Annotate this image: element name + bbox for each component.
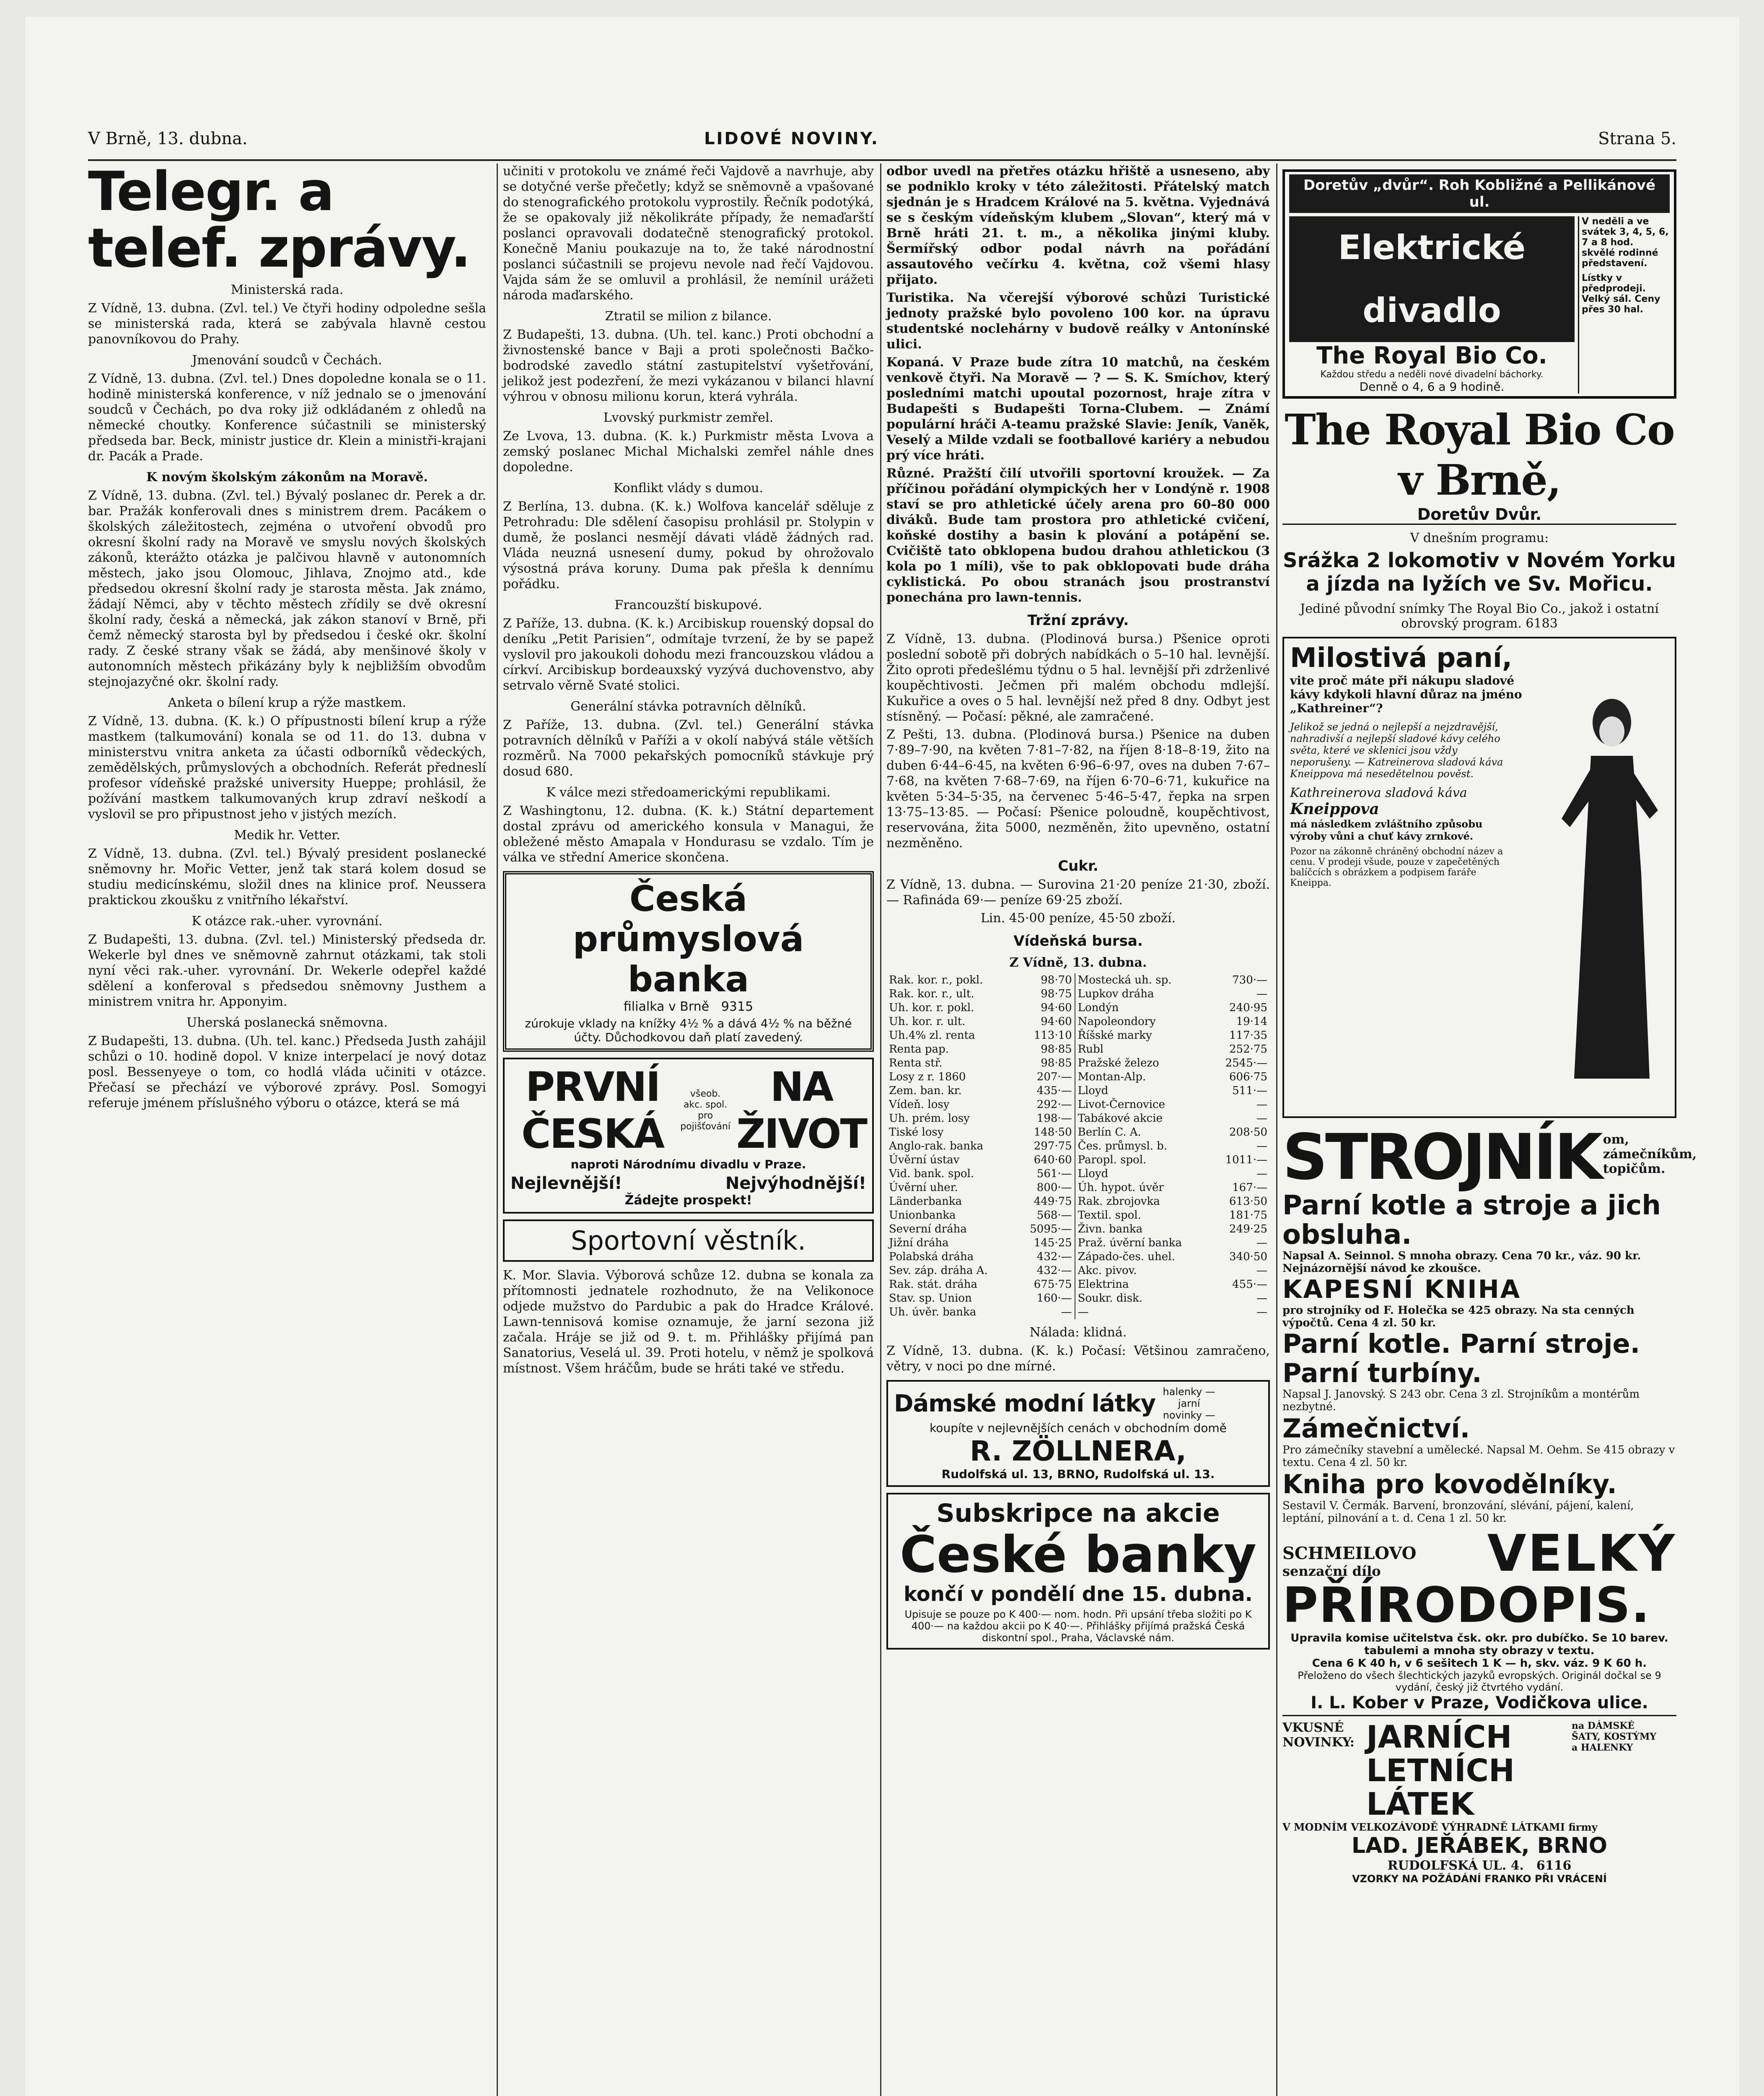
bank-branch: filialka v Brně — [623, 999, 710, 1014]
locksmith-note: Pro zámečníky stavební a umělecké. Napsal M. Oehm. Se 415 obrazy v textu. Cena 4 zl. 50 kr. — [1282, 1444, 1675, 1469]
column-rule — [880, 163, 881, 2096]
article-text: Z Vídně, 13. dubna. (Zvl. tel.) Dnes dopoledne konala se o 11. hodině ministerská konference, v níž jednalo se o jmenování soudců v Čechách, po dva roky již odkládaném z ohledů na německé choutky. Konference súčastnili se ministerský předseda bar. Beck, ministr justice dr. Klein a ministři-krajani dr. Pacák a Prade. — [88, 371, 486, 464]
spring-fabrics-title: JARNÍCH LETNÍCH LÁTEK — [1366, 1719, 1515, 1822]
security-price: — — [1256, 1237, 1267, 1249]
article-text: Z Paříže, 13. dubna. (K. k.) Arcibiskup rouenský dopsal do deníku „Petit Parisien“, odmítaje tvrzení, že by se papež vyslovil pro jakoukoli dohodu mezi francouzskou vládou a církví. Arcibiskup bordeauxský vyzývá duchovenstvo, aby setrvalo věrně Svaté stolici. — [503, 616, 874, 693]
security-price: 198·— — [1036, 1112, 1072, 1125]
security-name: Západo-čes. uhel. — [1075, 1250, 1211, 1264]
sport-text: K. Mor. Slavia. Výborová schůze 12. dubna se konala za přítomnosti jednatele rozhodnuto, že na Velikonoce odjede mužstvo do Pardubic a pak do Hradce Králové. Lawn-tennisová komise oznamuje, že jarní sezona již začala. Hráje se již od 9. t. m. Přihlášky přijímá pan Sanatorius, Veselá ul. 39. Proti hotelu, v němž je spolková místnost. Všem hráčům, bude se hráti také ve středu. — [503, 1268, 874, 1376]
cinema-note: Každou středu a neděli nové divadelní báchorky. — [1320, 369, 1544, 380]
column-rule — [497, 163, 498, 2096]
security-price: — — [1256, 1167, 1267, 1180]
velky-title: VELKÝ — [1487, 1525, 1676, 1583]
article-heading: Uherská poslanecká sněmovna. — [187, 1015, 388, 1030]
security-price: 145·25 — [1034, 1237, 1072, 1249]
table-row — [886, 1015, 1270, 1029]
tourism-text: Turistika. Na včerejší výborové schůzi Turistické jednoty pražské bylo povoleno 100 kor. na úpravu studentské noclehárny v budově reálky v Antonínské ulici. — [886, 291, 1270, 352]
insurance-title: PRVNÍ ČESKÁ — [521, 1064, 664, 1157]
kathreiner-box: Jelikož se jedná o nejlepší a nejzdravější, nahradivší a nejlepší sladové kávy celého světa, které ve sklenici jsou vždy neporušeny. — Katreinerova sladová káva Kneippova má nesedětelnou pověst. — [1290, 721, 1503, 780]
article-text: učiniti v protokolu ve známé řeči Vajdově a navrhuje, aby se dotyčné verše přečetly; když se sněmovně a vpašované do stenografického protokolu vyprostily. Řečník podotýká, že se opakovaly již několikráte případy, že nemaďarští poslanci opravovali dodatečně stenografický protokol. Konečně Maniu poukazuje na to, že také národnostní poslanci súčastnili se projevu nevole nad řečí Vajdovou. Vajda sám že se omluvil a prohlásil, že nemínil urážeti národa maďarského. — [503, 164, 874, 303]
security-price: 800·— — [1036, 1181, 1072, 1194]
security-name: Uh.4% zl. renta — [889, 1029, 975, 1042]
security-price: — — [1256, 1112, 1267, 1125]
article-text: Z Vídně, 13. dubna. (K. k.) O přípustnosti bílení krup a rýže mastkem (talkumování) konala se od 11. do 13. dubna v ministerstvu vnitra anketa za účasti odborníků vědeckých, zemědělských, průmyslových a obchodních. Referát předneslí profesor vídeňské pražské university Hueppe; prohlásil, že požívání mastkem talkumovaných krup zdraví neškodí a vyslovil se pro připustnost jeho v jistých mezích. — [88, 714, 486, 822]
article-heading: Generální stávka potravních dělníků. — [570, 699, 806, 714]
article-text: Z Budapešti, 13. dubna. (Uh. tel. kanc.) Předseda Justh zahájil schůzi o 10. hodině dopol. V knize interpelací je nový dotaz posl. Bessenyeye o tom, co hodlá vláda učiniti v otázce. Přečasí se přechází ve výborové zprávy. Posl. Somogyi referuje jménem příslušného výboru o otázce, která se má — [88, 1034, 486, 1110]
spring-fabrics-line: V MODNÍM VELKOZÁVODĚ VÝHRADNĚ LÁTKAMI firmy — [1282, 1821, 1598, 1833]
header-title: LIDOVÉ NOVINY. — [704, 129, 879, 148]
security-name: Vid. bank. spol. — [889, 1167, 974, 1180]
security-price: 98·70 — [1041, 974, 1072, 986]
security-price: 160·— — [1036, 1292, 1072, 1305]
sensational-label: senzační dílo — [1282, 1563, 1381, 1579]
security-name: Elektrina — [1075, 1278, 1211, 1292]
security-name: Rak. kor. r., pokl. — [889, 974, 983, 986]
security-name: Uh. kor. r. pokl. — [889, 1001, 974, 1014]
security-price: 432·— — [1036, 1264, 1072, 1277]
security-price: — — [1061, 1306, 1072, 1318]
subscription-bank: České banky — [900, 1526, 1256, 1584]
security-price: 98·85 — [1041, 1057, 1072, 1069]
article-heading: K novým školským zákonům na Moravě. — [146, 470, 428, 485]
kathreiner-advertisement — [1282, 637, 1676, 1118]
sugar-text: Lin. 45·00 peníze, 45·50 zboží. — [980, 911, 1176, 926]
security-name: Napoleondory — [1075, 1015, 1211, 1029]
fabric-address: Rudolfská ul. 13, BRNO, Rudolfská ul. 13. — [941, 1467, 1215, 1481]
table-row — [886, 987, 1270, 1001]
article-heading: Anketa o bílení krup a rýže mastkem. — [168, 695, 407, 710]
article-text: Z Berlína, 13. dubna. (K. k.) Wolfova kancelář sděluje z Petrohradu: Dle sdělení časopisu prohlásil pr. Stolypin v dumě, že poslanci nesmějí dávati vládě žádných rad. Vláda neuzná usnesení dumy, pokud by ohrožovalo výsostná práva koruny. Duma pak přešla k dennímu pořádku. — [503, 499, 874, 591]
security-name: Jižní dráha — [889, 1237, 949, 1249]
security-name: Akc. pivov. — [1075, 1264, 1211, 1278]
security-name: Livot-Černovice — [1075, 1098, 1211, 1112]
subscription-deadline: končí v pondělí dne 15. dubna. — [904, 1582, 1253, 1606]
security-price: 730·— — [1232, 974, 1267, 986]
table-row — [886, 1029, 1270, 1043]
spring-fabrics-advertisement — [1282, 1720, 1676, 1885]
security-name: Rak. kor. r., ult. — [889, 988, 974, 1000]
security-name: Uh. kor. r. ult. — [889, 1015, 966, 1028]
bank-name: Česká průmyslová banka — [572, 878, 804, 1000]
newspaper-page — [25, 17, 1739, 2096]
security-name: Rak. zbrojovka — [1075, 1195, 1211, 1209]
royal-bio-title: The Royal Bio Co v Brně, — [1285, 405, 1674, 505]
security-name: Tabákové akcie — [1075, 1112, 1211, 1126]
security-name: Zem. ban. kr. — [889, 1084, 962, 1097]
security-name: Unionbanka — [889, 1209, 956, 1222]
column-2 — [503, 163, 874, 2096]
security-name: Říšské marky — [1075, 1029, 1211, 1043]
table-row — [886, 973, 1270, 987]
subscription-advertisement — [886, 1493, 1270, 1650]
table-row — [886, 1070, 1270, 1084]
security-name: Textil. spol. — [1075, 1209, 1211, 1222]
sugar-heading: Cukr. — [1058, 858, 1098, 874]
security-price: 449·75 — [1034, 1195, 1072, 1208]
bourse-date: Z Vídně, 13. dubna. — [1009, 955, 1147, 970]
security-name: Rak. stát. dráha — [889, 1278, 978, 1291]
strojnik-title: STROJNÍK — [1282, 1121, 1601, 1194]
bourse-table — [886, 973, 1270, 1319]
article-heading: K otázce rak.-uher. vyrovnání. — [192, 914, 383, 929]
spring-fabrics-number: 6116 — [1536, 1858, 1572, 1873]
header-date: V Brně, 13. dubna. — [88, 129, 248, 148]
article-heading: Konflikt vlády s dumou. — [613, 481, 764, 495]
column-3 — [886, 163, 1270, 2096]
article-text: Z Vídně, 13. dubna. (Zvl. tel.) Ve čtyři hodiny odpoledne sešla se ministerská rada, která se zabývala hlavně cestou panovníkovou do Prahy. — [88, 301, 486, 347]
security-name: Severní dráha — [889, 1223, 967, 1235]
security-name: Sev. záp. dráha A. — [889, 1264, 988, 1277]
security-price: 252·75 — [1229, 1043, 1267, 1056]
security-price: 207·— — [1036, 1071, 1072, 1083]
article-text: Z Paříže, 13. dubna. (Zvl. tel.) Generální stávka potravních dělníků v Paříži a v okolí nabývá stále větších rozměrů. Na 7000 pekařských pomocníků stávkuje prý dosud 680. — [503, 718, 874, 779]
fabric-shop-name: R. ZÖLLNERA, — [970, 1435, 1186, 1467]
turbines-note: Napsal J. Janovský. S 243 obr. Cena 3 zl. Strojníkům a montérům nezbytné. — [1282, 1388, 1640, 1413]
article-heading: Lvovský purkmistr zemřel. — [603, 410, 774, 425]
royal-bio-subtitle: Doretův Dvůr. — [1282, 505, 1676, 525]
security-price: 249·25 — [1229, 1223, 1267, 1235]
table-row — [886, 1084, 1270, 1098]
table-row — [886, 1278, 1270, 1292]
security-name: Uh. prém. losy — [889, 1112, 970, 1125]
security-name: Londýn — [1075, 1001, 1211, 1015]
bank-rates: zúrokuje vklady na knížky 4½ % a dává 4½ % na běžné účty. Důchodkovou daň platí zavedený. — [525, 1017, 852, 1044]
security-name: Lupkov dráha — [1075, 987, 1211, 1001]
article-text: Z Budapešti, 13. dubna. (Zvl. tel.) Ministerský předseda dr. Wekerle byl dnes ve sněmovně zahrnut otázkami, tak stoli nyní věci rak.-uher. vyrovnání. Dr. Wekerle odepřel každé sdělení a konferoval s předsedou sněmovny Justhem a ministrem vnitra hr. Apponyim. — [88, 932, 486, 1009]
security-name: Úh. hypot. úvěr — [1075, 1181, 1211, 1195]
article-heading: Ministerská rada. — [231, 283, 344, 297]
cinema-times: Denně o 4, 6 a 9 hodině. — [1359, 380, 1505, 394]
publisher-line: I. L. Kober v Praze, Vodičkova ulice. — [1282, 1693, 1676, 1716]
column-rule — [1276, 163, 1277, 2096]
security-name: Berlín C. A. — [1075, 1126, 1211, 1139]
kathreiner-claim: má následkem zvláštního způsobu výroby vůni a chuť kávy zrnkové. — [1290, 818, 1483, 842]
spring-fabrics-label: VKUSNÉ NOVINKY: — [1282, 1720, 1355, 1750]
royal-bio-note: Jediné původní snímky The Royal Bio Co., jakož i ostatní obrovský program. 6183 — [1300, 602, 1659, 631]
fabric-line: koupíte v nejlevnějších cenách v obchodním domě — [930, 1421, 1227, 1435]
insurance-side: všeob. akc. spol. pro pojišťování — [680, 1089, 730, 1132]
table-row — [886, 1139, 1270, 1153]
article-heading: Medik hr. Vetter. — [234, 828, 340, 843]
security-name: Lloyd — [1075, 1167, 1211, 1181]
article-text: Z Vídně, 13. dubna. (Zvl. tel.) Bývalý poslanec dr. Perek a dr. bar. Pražák konferovali dnes s ministrem drem. Pacákem o školských záležitostech, zejména o utvoření obvodů pro okresní školní rady na Moravě ve smyslu nových školských zákonů, kterážto otázka je palčivou hlavně v autonomních městech, jako jsou Olomouc, Jihlava, Znojmo atd., kde předsedou okresní školní rady je starosta města. Jak známo, žádají Němci, aby v těchto městech zřídily se dvě okresní školní rady, česká a německá, jak zákon stanoví v Brně, při čemž německý starosta byl by předsedou i české okr. školní rady. Z české strany však se žádá, aby menšinové školy v autonomních městech přikázány byly k nejbližším obvodům stejnojazyčné okr. školní rady. — [88, 488, 486, 689]
table-row — [886, 1126, 1270, 1139]
security-name: Paropl. spol. — [1075, 1153, 1211, 1167]
metalworkers-note: Sestavil V. Čermák. Barvení, bronzování, slévání, pájení, kalení, leptání, pilnování a t. d. Cena 1 zl. 50 kr. — [1282, 1499, 1634, 1525]
column-1 — [88, 163, 486, 2096]
security-price: 94·60 — [1041, 1015, 1072, 1028]
security-name: Stav. sp. Union — [889, 1292, 972, 1305]
security-price: 117·35 — [1229, 1029, 1267, 1042]
security-name: Länderbanka — [889, 1195, 962, 1208]
insurance-slogan-right: Nejvýhodnější! — [725, 1174, 866, 1193]
kathreiner-brand: Kathreinerova sladová káva — [1290, 786, 1467, 800]
security-price: 2545·— — [1225, 1057, 1267, 1069]
kathreiner-text: vite proč máte při nákupu sladové kávy kdykoli hlavní důraz na jméno „Kathreiner“? — [1290, 674, 1522, 715]
table-row — [886, 1305, 1270, 1319]
security-price: 1011·— — [1225, 1154, 1267, 1166]
royal-bio-feature: Srážka 2 lokomotiv v Novém Yorku a jízda na lyžích ve Sv. Mořicu. — [1283, 549, 1676, 596]
turbines-title: Parní kotle. Parní stroje. Parní turbíny. — [1282, 1328, 1640, 1388]
kathreiner-title: Milostivá paní, — [1290, 643, 1513, 674]
table-row — [886, 1209, 1270, 1222]
security-name: Lloyd — [1075, 1084, 1211, 1098]
header-page-number: Strana 5. — [1598, 129, 1676, 148]
insurance-address: naproti Národnímu divadlu v Praze. — [570, 1157, 806, 1171]
security-name: Živn. banka — [1075, 1222, 1211, 1236]
subscription-title: Subskripce na akcie — [936, 1499, 1220, 1528]
boilers-note: Napsal A. Seinnol. S mnoha obrazy. Cena 70 kr., váz. 90 kr. Nejnázornější návod ke zkoušce. — [1282, 1250, 1641, 1275]
market-text: Z Pešti, 13. dubna. (Plodinová bursa.) Pšenice na duben 7·89–7·90, na květen 7·81–7·82, na říjen 8·18–8·19, žito na duben 6·44–6·45, na květen 6·96–6·97, oves na duben 7·67–7·68, na květen 7·68–7·69, na říjen 6·70–6·71, kukuřice na květen 5·34–5·35, na červenec 5·46–5·47, řepka na srpen 13·75–13·85. — Počasí: Pšenice poloudně, koupěchtivost, reservována, žita 5000, nezměněn, žito upevněno, ostatní nezměněno. — [886, 727, 1270, 851]
security-price: 640·60 — [1034, 1154, 1072, 1166]
security-name: Pražské železo — [1075, 1056, 1211, 1070]
security-name: Vídeň. losy — [889, 1098, 950, 1111]
boilers-title: Parní kotle a stroje a jich obsluha. — [1282, 1190, 1661, 1250]
market-heading: Tržní zprávy. — [1027, 612, 1129, 629]
security-name: Polabská dráha — [889, 1250, 974, 1263]
security-price: — — [1256, 1140, 1267, 1152]
schmeil-label: SCHMEILOVO — [1282, 1543, 1417, 1563]
security-name: — — [1075, 1305, 1211, 1319]
table-row — [886, 1098, 1270, 1112]
bourse-footer: Nálada: klidná. — [1029, 1325, 1127, 1340]
article-text: Z Washingtonu, 12. dubna. (K. k.) Státní departement dostal zprávu od amerického konsula v Managui, že obležené město Amapala v Hondurasu se vzdalo. Tím je válka ve střední Americe skončena. — [503, 804, 874, 865]
weather-text: Z Vídně, 13. dubna. (K. k.) Počasí: Většinou zamračeno, větry, v noci po dne mírné. — [886, 1344, 1270, 1374]
article-text: Z Vídně, 13. dubna. (Zvl. tel.) Bývalý president poslanecké sněmovny hr. Mořic Vetter, jenž tak stará kolem dosud se studiu medicínskému, složil dnes na klinice prof. Neussera praktickou zkoušku z vnitřního lékařství. — [88, 846, 486, 908]
security-price: 181·75 — [1229, 1209, 1267, 1222]
security-price: 148·50 — [1034, 1126, 1072, 1139]
nature-book-price: Cena 6 K 40 h, v 6 sešitech 1 K — h, skv. váz. 9 K 60 h. — [1312, 1657, 1647, 1670]
bourse-heading: Vídeňská bursa. — [1013, 933, 1143, 949]
security-price: 94·60 — [1041, 1001, 1072, 1014]
security-name: Soukr. disk. — [1075, 1292, 1211, 1305]
table-row — [886, 1264, 1270, 1278]
insurance-advertisement — [503, 1058, 874, 1214]
security-name: Praž. úvěrní banka — [1075, 1236, 1211, 1250]
sport-heading-box: Sportovní věstník. — [503, 1219, 874, 1262]
security-name: Čes. průmysl. b. — [1075, 1139, 1211, 1153]
security-price: — — [1256, 1306, 1267, 1318]
royal-bio-program: V dnešním programu: — [1410, 531, 1549, 545]
security-name: Úvěrní ústav — [889, 1154, 960, 1166]
spring-fabrics-footer: VZORKY NA POŽÁDÁNÍ FRANKO PŘI VRÁCENÍ — [1352, 1873, 1607, 1885]
security-price: 568·— — [1036, 1209, 1072, 1222]
spring-fabrics-side: na DÁMSKÉ ŠATY, KOSTÝMY a HALENKY — [1572, 1720, 1657, 1753]
table-row — [886, 1250, 1270, 1264]
subscription-note: Upisuje se pouze po K 400·— nom. hodn. Při upsání třeba složiti po K 400·— na každou akcii po K 40·—. Přihlášky přijímá pražská Česká diskontní spol., Praha, Václavské nám. — [904, 1608, 1252, 1644]
insurance-footer: Žádejte prospekt! — [624, 1193, 752, 1208]
table-row — [886, 1292, 1270, 1305]
security-price: 98·75 — [1041, 988, 1072, 1000]
table-row — [886, 1043, 1270, 1056]
security-name: Uh. úvěr. banka — [889, 1306, 977, 1318]
security-price: — — [1256, 1292, 1267, 1305]
fabric-side: halenky — jarní novinky — — [1163, 1386, 1215, 1421]
article-heading: Jmenování soudců v Čechách. — [192, 353, 382, 368]
security-price: 297·75 — [1034, 1140, 1072, 1152]
kathreiner-brand-2: Kneippova — [1290, 800, 1379, 818]
article-text: Ze Lvova, 13. dubna. (K. k.) Purkmistr města Lvova a zemský poslanec Michal Michalski zemřel náhle dnes dopoledne. — [503, 429, 874, 475]
fabric-title: Dámské modní látky — [894, 1390, 1156, 1417]
table-row — [886, 1167, 1270, 1181]
security-price: 613·50 — [1229, 1195, 1267, 1208]
fabric-advertisement — [886, 1380, 1270, 1487]
table-row — [886, 1181, 1270, 1195]
security-price: — — [1256, 1264, 1267, 1277]
table-row — [886, 1195, 1270, 1209]
bank-phone: 9315 — [721, 999, 754, 1014]
security-name: Rubl — [1075, 1043, 1211, 1056]
table-row — [886, 1112, 1270, 1126]
column-4 — [1282, 163, 1697, 2096]
security-price: 19·14 — [1236, 1015, 1267, 1028]
nature-book-note: Upravila komise učitelstva čsk. okr. pro dubíčko. Se 10 barev. tabulemi a mnoha sty obrazy v textu. — [1290, 1632, 1668, 1657]
security-price: 208·50 — [1229, 1126, 1267, 1139]
security-price: 292·— — [1036, 1098, 1072, 1111]
page-header — [88, 122, 1676, 161]
article-heading: K válce mezi středoamerickými republikami. — [546, 785, 831, 800]
woman-figure-illustration — [1545, 693, 1666, 1095]
table-row — [886, 1222, 1270, 1236]
security-price: 98·85 — [1041, 1043, 1072, 1056]
locksmith-title: Zámečnictví. — [1282, 1413, 1470, 1444]
security-name: Losy z r. 1860 — [889, 1071, 966, 1083]
metalworkers-title: Kniha pro kovodělníky. — [1282, 1469, 1617, 1499]
table-row — [886, 1153, 1270, 1167]
table-row — [886, 1236, 1270, 1250]
article-heading: Francouzští biskupové. — [614, 598, 762, 612]
cinema-address: Doretův „dvůr“. Roh Kobližné a Pellikánové ul. — [1289, 174, 1670, 213]
football-text: Kopaná. V Praze bude zítra 10 matchů, na českém venkově čtyři. Na Moravě — ? — S. K. Smíchov, který posledními matchi upoutal pozornost, hraje zítra v Budapešti s Budapešti Torna-Clubem. — Známí populární hráči A-teamu pražské Slavie: Jeník, Vaněk, Veselý a Milde vzdali se footballové kariéry a nebudou prý více hráti. — [886, 355, 1270, 463]
table-row — [886, 1056, 1270, 1070]
security-name: Tiské losy — [889, 1126, 944, 1139]
security-price: 675·75 — [1034, 1278, 1072, 1291]
security-price: 435·— — [1036, 1084, 1072, 1097]
security-price: 5095·— — [1030, 1223, 1072, 1235]
strojnik-side: om, zámečníkům, topičům. — [1603, 1132, 1697, 1176]
sport-continued: odbor uvedl na přetřes otázku hřiště a usneseno, aby se podniklo kroky v této záležitosti. Přátelský match sjednán je s Hradcem Králové na 5. května. Vyjednává se s českým vídeňským klubem „Slovan“, který má v Brně hráti 21. t. m., a několika jinými kluby. Šermířský odbor podal návrh na pořádání assautového večírku 4. května, což všemi hlasy přijato. — [886, 164, 1270, 287]
security-price: 113·10 — [1034, 1029, 1072, 1042]
article-text: Z Budapešti, 13. dubna. (Uh. tel. kanc.) Proti obchodní a živnostenské bance v Baji a proti společnosti Bačko-bodrodské zavedlo státní zastupitelství vyšetřování, jelikož jest podezření, že mezi vykázanou v bilanci hlavní výhrou v obnosu milionu korun, která vyhrála. — [503, 327, 874, 404]
security-price: 561·— — [1036, 1167, 1072, 1180]
cinema-title: Elektrické divadlo — [1289, 216, 1575, 342]
cinema-tickets-info: Lístky v předprodeji. Velký sál. Ceny přes 30 hal. — [1582, 273, 1660, 315]
security-price: 511·— — [1232, 1084, 1267, 1097]
spring-fabrics-shop: LAD. JEŘÁBEK, BRNO — [1351, 1833, 1608, 1858]
security-name: Mostecká uh. sp. — [1075, 973, 1211, 987]
nature-book-more: Přeloženo do všech šlechtických jazyků evropských. Originál dočkal se 9 vydání, český již čtvrtého vydání. — [1298, 1670, 1661, 1693]
security-name: Úvěrní uher. — [889, 1181, 958, 1194]
security-price: 606·75 — [1229, 1071, 1267, 1083]
section-title: Telegr. a telef. zprávy. — [88, 161, 470, 280]
security-price: — — [1256, 988, 1267, 1000]
spring-fabrics-address: RUDOLFSKÁ UL. 4. — [1387, 1858, 1524, 1873]
pocket-book-title: KAPESNÍ KNIHA — [1282, 1275, 1521, 1304]
misc-sport-text: Různé. Pražští čilí utvořili sportovní kroužek. — Za příčinou pořádání olympických her v Londýně r. 1908 staví se pro athletické účely arena pro 60–80 000 diváků. Bude tam prostora pro athletické cvičení, koňské dostihy a basin k plování a potápění se. Cvičiště tato obklopena budou drahou athletickou (3 kola po 1 míli), vše to pak obklopovati bude dráha cyklistická. Po obou stranách jsou prostranství ponechána pro lawn-tennis. — [886, 466, 1270, 605]
table-row — [886, 1001, 1270, 1015]
security-price: 340·50 — [1229, 1250, 1267, 1263]
security-name: Montan-Alp. — [1075, 1070, 1211, 1084]
insurance-title-2: NA ŽIVOT — [736, 1064, 866, 1157]
insurance-slogan-left: Nejlevnější! — [510, 1174, 622, 1193]
article-heading: Ztratil se milion z bilance. — [605, 309, 772, 324]
cinema-sunday-info: V neděli a ve svátek 3, 4, 5, 6, 7 a 8 hod. skvělé rodinné představení. — [1582, 216, 1669, 269]
cinema-advertisement — [1282, 169, 1676, 399]
pocket-book-note: pro strojníky od F. Holečka se 425 obrazy. Na sta cenných výpočtů. Cena 4 zl. 50 kr. — [1282, 1304, 1634, 1329]
security-price: — — [1256, 1098, 1267, 1111]
security-name: Renta pap. — [889, 1043, 949, 1056]
security-price: 167·— — [1232, 1181, 1267, 1194]
security-name: Renta stř. — [889, 1057, 943, 1069]
cinema-company: The Royal Bio Co. — [1316, 342, 1547, 369]
security-price: 240·95 — [1229, 1001, 1267, 1014]
security-name: Anglo-rak. banka — [889, 1140, 984, 1152]
kathreiner-fineprint: Pozor na zákonně chráněný obchodní název a cenu. V prodeji všude, pouze v zapečetěných balíčcích s obrázkem a podpisem faráře Kneippa. — [1290, 846, 1503, 888]
security-price: 455·— — [1232, 1278, 1267, 1291]
market-text: Z Vídně, 13. dubna. (Plodinová bursa.) Pšenice oproti poslední sobotě při dobrých nabídkách o 5–10 hal. levnější. Žito oproti předešlému týdnu o 5 hal. levnější při zdrženlivé koupěchtivosti. Ječmen při malém obchodu mdlejší. Kukuřice a oves o 5 hal. levnější než před 8 dny. Odbyt jest stísněný. — Počasí: pěkné, ale zamračené. — [886, 632, 1270, 724]
nature-book-title: PŘÍRODOPIS. — [1282, 1577, 1651, 1634]
sugar-text: Z Vídně, 13. dubna. — Surovina 21·20 peníze 21·30, zboží. — Rafináda 69·— peníze 69·25 zboží. — [886, 877, 1270, 908]
security-price: 432·— — [1036, 1250, 1072, 1263]
bank-advertisement — [503, 871, 874, 1052]
